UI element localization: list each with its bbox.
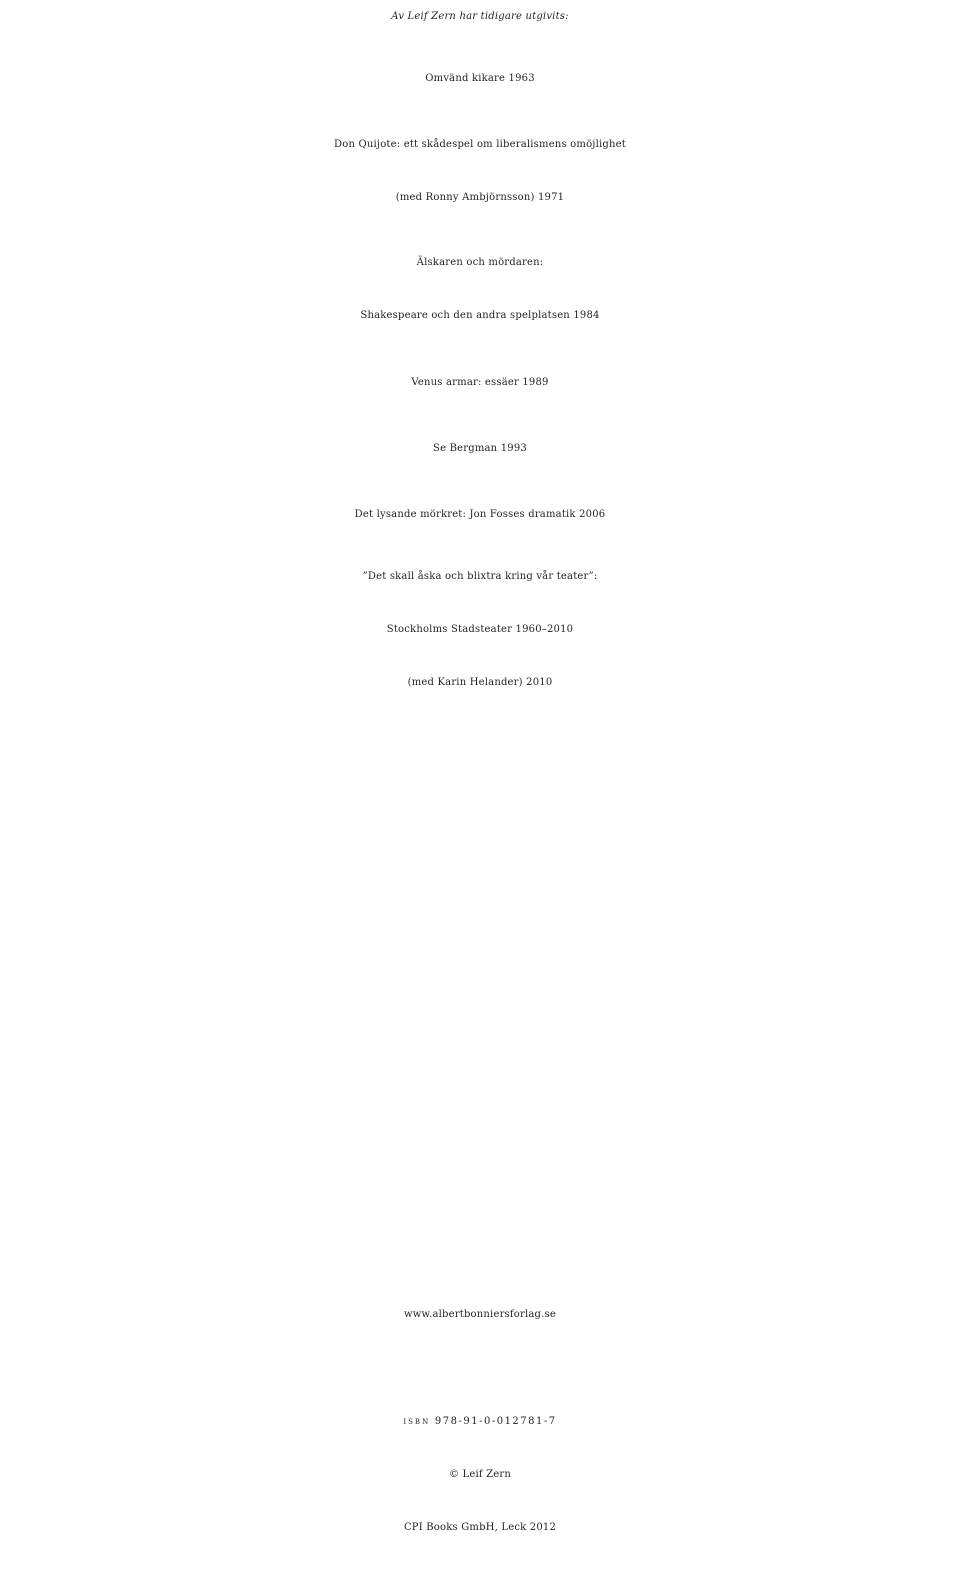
work-line: Älskaren och mördaren: [416, 257, 544, 268]
work-line: (med Karin Helander) 2010 [407, 677, 553, 688]
previous-works-heading: Av Leif Zern har tidigare utgivits: [391, 11, 569, 22]
isbn-label: isbn [403, 1416, 431, 1427]
work-line: Omvänd kikare 1963 [425, 73, 535, 84]
copyright-line: © Leif Zern [448, 1469, 512, 1480]
isbn-line [0, 1417, 960, 1427]
work-line: Se Bergman 1993 [433, 443, 527, 454]
printer-line: CPI Books GmbH, Leck 2012 [403, 1522, 557, 1533]
work-line: Det lysande mörkret: Jon Fosses dramatik 2006 [354, 509, 606, 520]
work-line: Stockholms Stadsteater 1960–2010 [386, 624, 574, 635]
work-line: (med Ronny Ambjörnsson) 1971 [395, 192, 565, 203]
publisher-url: www.albertbonniersforlag.se [404, 1309, 556, 1320]
work-line: Don Quijote: ett skådespel om liberalismens omöjlighet [334, 139, 626, 150]
work-line: ”Det skall åska och blixtra kring vår teater”: [362, 571, 598, 582]
work-line: Venus armar: essäer 1989 [411, 377, 549, 388]
isbn-number: 978-91-0-012781-7 [434, 1416, 557, 1427]
work-line: Shakespeare och den andra spelplatsen 1984 [360, 310, 600, 321]
